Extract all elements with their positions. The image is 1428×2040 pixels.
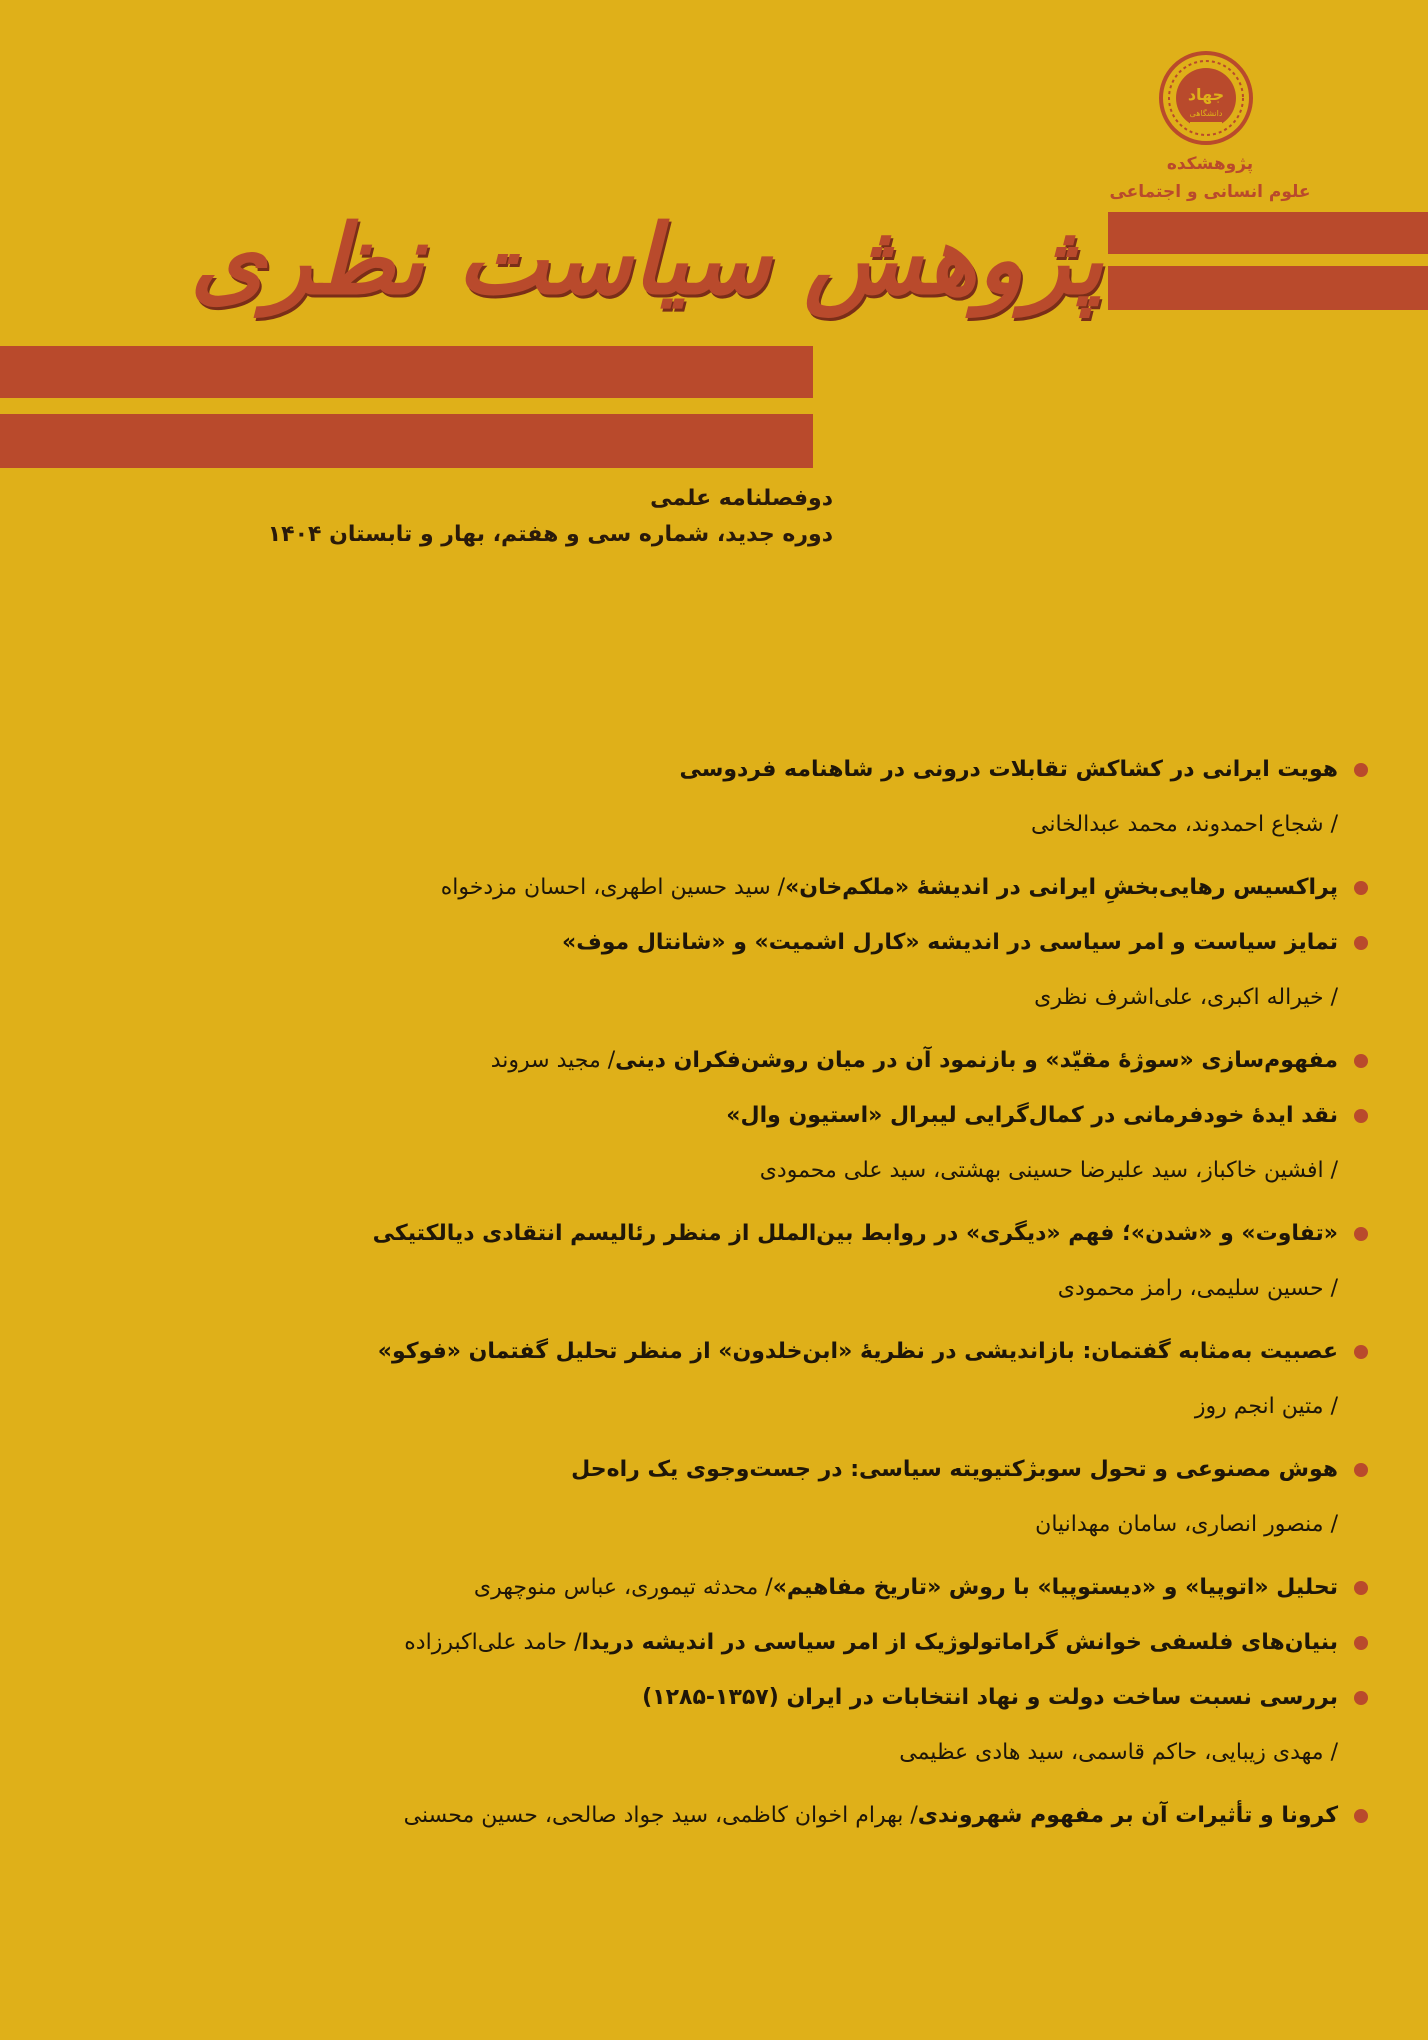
bullet-icon	[1354, 1636, 1368, 1650]
author-separator: /	[1323, 1276, 1338, 1301]
article-title: هویت ایرانی در کشاکش تقابلات درونی در شاهنامه فردوسی	[679, 757, 1338, 782]
article-title-line	[238, 748, 1368, 803]
journal-type: دوفصلنامه علمی	[650, 486, 833, 511]
issue-info: دوره جدید، شماره سی و هفتم، بهار و تابستان ۱۴۰۴	[267, 522, 833, 547]
article-title-line	[238, 866, 1368, 921]
author-separator: /	[903, 1803, 918, 1828]
bullet-icon	[1354, 1345, 1368, 1359]
article-author-line	[238, 803, 1368, 866]
article-title: تحلیل «اتوپیا» و «دیستوپیا» با روش «تاریخ مفاهیم»	[772, 1575, 1338, 1600]
article-authors: بهرام اخوان کاظمی، سید جواد صالحی، حسین محسنی	[403, 1803, 904, 1828]
article-title: کرونا و تأثیرات آن بر مفهوم شهروندی	[917, 1803, 1338, 1828]
article-authors: افشین خاکباز، سید علیرضا حسینی بهشتی، سید علی محمودی	[759, 1158, 1324, 1183]
article-title: بنیان‌های فلسفی خوانش گراماتولوژیک از امر سیاسی در اندیشه دریدا	[581, 1630, 1338, 1655]
article-authors: مجید سروند	[490, 1048, 601, 1073]
bullet-icon	[1354, 1109, 1368, 1123]
article-title-line	[238, 1794, 1368, 1849]
article-title-line	[238, 1676, 1368, 1731]
article-authors: محدثه تیموری، عباس منوچهری	[473, 1575, 759, 1600]
article-title: هوش مصنوعی و تحول سوبژکتیویته سیاسی: در جست‌وجوی یک راه‌حل	[571, 1457, 1338, 1482]
article-author-line	[238, 1731, 1368, 1794]
author-separator: /	[1323, 1740, 1338, 1765]
institute-line-2: علوم انسانی و اجتماعی	[1109, 182, 1311, 202]
article-title: نقد ایدۀ خودفرمانی در کمال‌گرایی لیبرال «استیون وال»	[726, 1103, 1338, 1128]
table-of-contents	[238, 748, 1368, 1849]
article-title-line	[238, 1094, 1368, 1149]
author-separator: /	[1323, 985, 1338, 1010]
article-author-line	[238, 1267, 1368, 1330]
author-separator: /	[1323, 812, 1338, 837]
article-author-line	[238, 1503, 1368, 1566]
bullet-icon	[1354, 1463, 1368, 1477]
bullet-icon	[1354, 936, 1368, 950]
institute-line-1: پژوهشکده	[1166, 154, 1254, 174]
left-band-2	[0, 414, 813, 468]
jahad-daneshgahi-logo	[1158, 50, 1254, 146]
top-right-band-1	[1108, 212, 1428, 254]
article-title: مفهوم‌سازی «سوژۀ مقیّد» و بازنمود آن در میان روشن‌فکران دینی	[615, 1048, 1338, 1073]
bullet-icon	[1354, 1809, 1368, 1823]
article-author-line	[238, 1149, 1368, 1212]
bullet-icon	[1354, 1054, 1368, 1068]
institute-name	[1090, 150, 1330, 206]
bullet-icon	[1354, 1691, 1368, 1705]
top-right-band-2	[1108, 266, 1428, 310]
bullet-icon	[1354, 881, 1368, 895]
author-separator: /	[1323, 1512, 1338, 1537]
article-authors: حسین سلیمی، رامز محمودی	[1057, 1276, 1324, 1301]
bullet-icon	[1354, 1227, 1368, 1241]
author-separator: /	[567, 1630, 582, 1655]
article-title-line	[238, 1448, 1368, 1503]
article-title: پراکسیس رهایی‌بخشِ ایرانی در اندیشۀ «ملکم‌خان»	[785, 875, 1338, 900]
author-separator: /	[770, 875, 786, 900]
article-title-line	[238, 1566, 1368, 1621]
article-title: عصبیت به‌مثابه گفتمان: بازاندیشی در نظریۀ «ابن‌خلدون» از منظر تحلیل گفتمان «فوکو»	[377, 1339, 1338, 1364]
journal-title: پژوهش سیاست نظری	[190, 203, 1103, 316]
article-author-line	[238, 1385, 1368, 1448]
article-authors: متین انجم روز	[1194, 1394, 1324, 1419]
article-authors: خیراله اکبری، علی‌اشرف نظری	[1034, 985, 1324, 1010]
article-authors: منصور انصاری، سامان مهدانیان	[1035, 1512, 1324, 1537]
author-separator: /	[600, 1048, 616, 1073]
article-title-line	[238, 921, 1368, 976]
article-title-line	[238, 1330, 1368, 1385]
article-title-line	[238, 1621, 1368, 1676]
article-authors: مهدی زیبایی، حاکم قاسمی، سید هادی عظیمی	[899, 1740, 1324, 1765]
article-title: بررسی نسبت ساخت دولت و نهاد انتخابات در ایران (۱۳۵۷-۱۲۸۵)	[642, 1685, 1338, 1710]
bullet-icon	[1354, 1581, 1368, 1595]
article-title: تمایز سیاست و امر سیاسی در اندیشه «کارل اشمیت» و «شانتال موف»	[562, 930, 1338, 955]
author-separator: /	[758, 1575, 773, 1600]
article-authors: حامد علی‌اکبرزاده	[404, 1630, 568, 1655]
bullet-icon	[1354, 763, 1368, 777]
author-separator: /	[1323, 1158, 1338, 1183]
author-separator: /	[1323, 1394, 1338, 1419]
svg-text:جهاد: جهاد	[1187, 85, 1225, 104]
article-authors: شجاع احمدوند، محمد عبدالخانی	[1031, 812, 1324, 837]
left-band-1	[0, 346, 813, 398]
article-author-line	[238, 976, 1368, 1039]
article-title-line	[238, 1212, 1368, 1267]
article-title: «تفاوت» و «شدن»؛ فهم «دیگری» در روابط بین‌الملل از منظر رئالیسم انتقادی دیالکتیکی	[372, 1221, 1338, 1246]
article-authors: سید حسین اطهری، احسان مزدخواه	[440, 875, 771, 900]
svg-text:دانشگاهی: دانشگاهی	[1189, 109, 1223, 118]
article-title-line	[238, 1039, 1368, 1094]
